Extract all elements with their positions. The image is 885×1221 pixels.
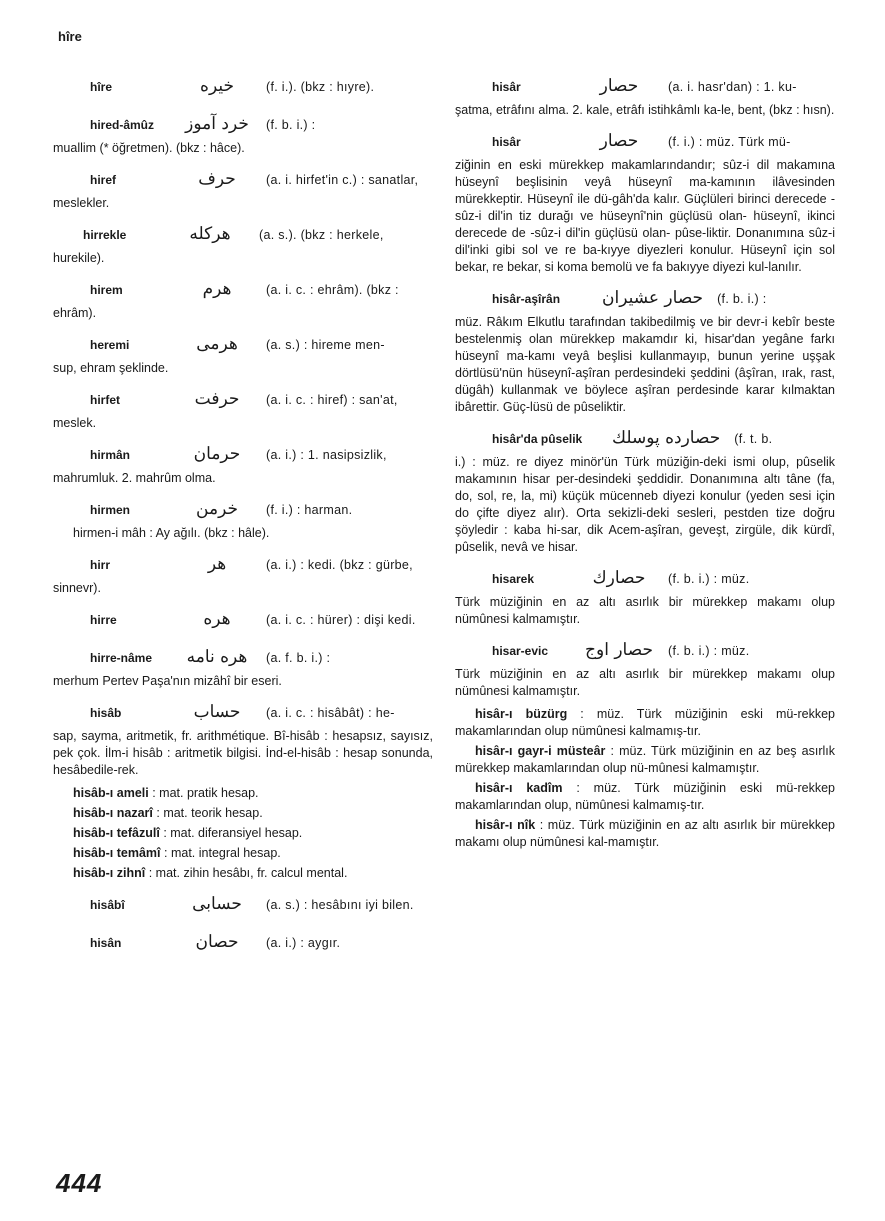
headword: hisâr [492, 80, 521, 94]
sub-entry [53, 785, 433, 802]
headword: hirmen [90, 503, 131, 517]
right-column [455, 78, 835, 865]
hisab-sub-entries [53, 785, 433, 882]
dictionary-entry [53, 446, 433, 487]
entry-tag: (a. s.) : hesâbını iyi bilen. [266, 898, 414, 912]
arabic-script: خرد آموز [185, 114, 249, 134]
arabic-script: هرم [202, 279, 232, 299]
sub-entry [53, 825, 433, 842]
sub-definition: : müz. Türk müziğinin eski mü-rekkep makamlarından olup, nümûnesi kalmamış-tır. [455, 781, 835, 812]
entry-tag: (f. i.) : harman. [266, 503, 353, 517]
headword: hisâr-aşîrân [492, 292, 561, 306]
arabic-script: خرمن [196, 499, 238, 519]
arabic-script: حصار [599, 76, 639, 96]
entry-tag: (a. i. c. : hisâbât) : he- [266, 706, 395, 720]
arabic-script: هرمی [196, 334, 238, 354]
headword: hîre [90, 80, 113, 94]
definition: mahrumluk. 2. mahrûm olma. [53, 471, 216, 485]
definition: Türk müziğinin en az altı asırlık bir mürekkep makamı olup nümûnesi kalmamıştır. [455, 595, 835, 626]
headword: hirem [90, 283, 123, 297]
entry-tag: (a. i. c. : hürer) : dişi kedi. [266, 613, 416, 627]
sub-entry [455, 780, 835, 814]
entry-tag: (a. s.). (bkz : herkele, [259, 228, 384, 242]
entry-tag: (f. b. i.) : müz. [668, 572, 750, 586]
dictionary-entry [53, 281, 433, 322]
dictionary-entry [53, 556, 433, 597]
dictionary-entry [455, 78, 835, 119]
headword: hirrekle [83, 228, 127, 242]
entry-tag: (a. i. c. : ehrâm). (bkz : [266, 283, 399, 297]
definition: meslekler. [53, 196, 110, 210]
definition: Türk müziğinin en az altı asırlık bir mürekkep makamı olup nümûnesi kalmamıştır. [455, 667, 835, 698]
definition: i.) : müz. re diyez minör'ün Türk müziğin-deki ismi olup, pûselik makamının hisar per-desindeki şeddidir. Donanımına altı tâne (fa, do, sol, re, la, mi) küçük mücenneb diyezi konulur (yeden sesi için do çifte diyez alır). Orta sekizli-deki sesleri, pestden tize doğru şöyledir : kaba hi-sar, dik Acem-aşîran, geveşt, zirgüle, dik kürdî, pûselik, nevâ ve hisar. [455, 455, 835, 554]
dictionary-entry [53, 336, 433, 377]
dictionary-entry [53, 896, 433, 920]
definition: ehrâm). [53, 306, 97, 320]
entry-tag: (a. i. hirfet'in c.) : sanatlar, [266, 173, 419, 187]
dictionary-entry [455, 642, 835, 700]
headword: hisân [90, 936, 122, 950]
sub-definition: : müz. Türk müziğinin eski mü-rekkep makamlarından olup nümûnesi kalmamış-tır. [455, 707, 835, 738]
entry-tag: (f. t. b. [734, 432, 773, 446]
running-head: hîre [58, 29, 82, 44]
arabic-script: حساب [193, 702, 241, 722]
sub-definition: : mat. teorik hesap. [156, 806, 263, 820]
headword: hisarek [492, 572, 535, 586]
sub-headword: hisâb-ı tefâzulî [73, 826, 160, 840]
arabic-script: هره نامه [186, 647, 248, 667]
headword: hisâr'da pûselik [492, 432, 583, 446]
definition: merhum Pertev Paşa'nın mizâhî bir eseri. [53, 674, 282, 688]
arabic-script: هر [207, 554, 227, 574]
arabic-script: حرفت [194, 389, 240, 409]
definition: sap, sayma, aritmetik, fr. arithmétique. Bî-hisâb : hesapsız, sayısız, pek çok. İlm-i hisâb : aritmetik bilgisi. İnd-el-hisâb : hesap sonunda, hesâbedile-rek. [53, 729, 433, 777]
entry-tag: (a. i.) : kedi. (bkz : gürbe, [266, 558, 413, 572]
entry-tag: (a. i.) : 1. nasipsizlik, [266, 448, 387, 462]
sub-definition: : müz. Türk müziğinin en az beş asırlık mürekkep makamlarından olup nü-mûnesi kalmamıştır. [455, 744, 835, 775]
headword: heremi [90, 338, 130, 352]
entry-tag: (f. i.) : müz. Türk mü- [668, 135, 791, 149]
entry-tag: (a. i. hasr'dan) : 1. ku- [668, 80, 797, 94]
headword: hisâbî [90, 898, 125, 912]
entry-tag: (a. i.) : aygır. [266, 936, 341, 950]
sub-entry [455, 743, 835, 777]
sub-definition: : mat. zihin hesâbı, fr. calcul mental. [148, 866, 348, 880]
sub-entry [455, 706, 835, 740]
sub-entry [53, 845, 433, 862]
headword: hisâb [90, 706, 122, 720]
left-column [53, 78, 433, 972]
arabic-script: هره [203, 609, 231, 629]
headword: hirfet [90, 393, 120, 407]
dictionary-entry [53, 391, 433, 432]
dictionary-entry [455, 290, 835, 416]
sub-headword: hisâb-ı temâmî [73, 846, 161, 860]
headword: hirre-nâme [90, 651, 153, 665]
sub-definition: : mat. integral hesap. [164, 846, 281, 860]
arabic-script: هركله [189, 224, 231, 244]
entry-tag: (a. i. c. : hiref) : san'at, [266, 393, 398, 407]
sub-headword: hisâr-ı gayr-i müsteâr [475, 744, 606, 758]
dictionary-entry [53, 226, 433, 267]
headword: hisar-evic [492, 644, 549, 658]
headword: hiref [90, 173, 117, 187]
arabic-script: حصار عشیران [602, 288, 704, 308]
page-number: 444 [56, 1168, 103, 1198]
dictionary-entry [455, 570, 835, 628]
dictionary-entry [53, 171, 433, 212]
definition: ziğinin en eski mürekkep makamlarındandır; sûz-i dil makamına hüseynî beşlisinin veyâ hüseynî ma-kamının ilâvesinden mürekkeptir. Hüseynî ile dü-gâh'da kalır. Güçlüleri birinci derecede -sûz-i dil'in tiz durağı ve hüseynî'nin güçlüsü olan- hüseynî, ikinci derecede de -sûz-i dil'in güçlüsü olan- pûse-liktir. Donanımına sûz-i dil'inki gibi sol ve re ba-kıyye diyezleri konulur. Hüseynî için sol bekar, re bekar, si koma bemolü ve fa bakıyye diyezi kul-lanılır. [455, 158, 835, 274]
definition: sinnevr). [53, 581, 101, 595]
headword: hirre [90, 613, 117, 627]
sub-definition: : mat. pratik hesap. [152, 786, 259, 800]
dictionary-entry [53, 78, 433, 102]
arabic-script: حصان [195, 932, 239, 952]
sub-definition: : mat. diferansiyel hesap. [163, 826, 303, 840]
arabic-script: حرف [198, 169, 236, 189]
entry-tag: (f. b. i.) : [717, 292, 767, 306]
definition: şatma, etrâfını alma. 2. kale, etrâfı istihkâmlı ka-le, bent, (bkz : hısn). [455, 103, 835, 117]
arabic-script: حصارك [592, 568, 646, 588]
dictionary-entry [53, 501, 433, 542]
sub-entry [53, 805, 433, 822]
entry-tag: (f. b. i.) : müz. [668, 644, 750, 658]
dictionary-entry [53, 611, 433, 635]
definition: meslek. [53, 416, 97, 430]
sub-entry [53, 865, 433, 882]
arabic-script: حسابی [192, 894, 242, 914]
sub-entry: hirmen-i mâh : Ay ağılı. (bkz : hâle). [73, 526, 270, 540]
entry-tag: (a. f. b. i.) : [266, 651, 331, 665]
arabic-script: حصارده پوسلك [612, 428, 721, 448]
arabic-script: حصار اوج [585, 640, 653, 660]
headword: hirr [90, 558, 111, 572]
headword: hired-âmûz [90, 118, 155, 132]
sub-headword: hisâr-ı nîk [475, 818, 536, 832]
dictionary-entry [53, 704, 433, 779]
entry-tag: (a. s.) : hireme men- [266, 338, 385, 352]
entry-tag: (f. i.). (bkz : hıyre). [266, 80, 375, 94]
dictionary-entry [53, 934, 433, 958]
definition: hurekile). [53, 251, 105, 265]
dictionary-entry [455, 430, 835, 556]
entry-tag: (f. b. i.) : [266, 118, 316, 132]
definition: müz. Râkım Elkutlu tarafından takibedilmiş ve bir devr-i kebîr beste bestelenmiş olan mürekkep makamdır ki, hisar'dan yegâne farkı hüseynî ma-kamı veyâ beşlisi kullanmayıp, bunun yerine uşşak dörtlüsü'nün hüseynî-aşîran perdesindeki şeddini (âşîran, ırak, rast, dügâh) kullanmak ve böylece aşîran perdesinde karar kılmaktan ibârettir. Güç-lüsü de pûseliktir. [455, 315, 835, 414]
definition: muallim (* öğretmen). (bkz : hâce). [53, 141, 245, 155]
sub-headword: hisâb-ı ameli [73, 786, 149, 800]
sub-headword: hisâb-ı zihnî [73, 866, 146, 880]
arabic-script: حرمان [193, 444, 241, 464]
headword: hirmân [90, 448, 131, 462]
arabic-script: حصار [599, 131, 639, 151]
dictionary-entry [455, 133, 835, 276]
arabic-script: خیره [200, 76, 234, 96]
definition: sup, ehram şeklinde. [53, 361, 169, 375]
sub-headword: hisâb-ı nazarî [73, 806, 153, 820]
sub-headword: hisâr-ı büzürg [475, 707, 568, 721]
sub-definition: : müz. Türk müziğinin en az altı asırlık bir mürekkep makamı olup nümûnesi kal-mamıştır. [455, 818, 835, 849]
dictionary-entry [53, 649, 433, 690]
sub-entry [455, 817, 835, 851]
headword: hisâr [492, 135, 521, 149]
hisar-sub-entries [455, 706, 835, 851]
dictionary-entry [53, 116, 433, 157]
sub-headword: hisâr-ı kadîm [475, 781, 563, 795]
